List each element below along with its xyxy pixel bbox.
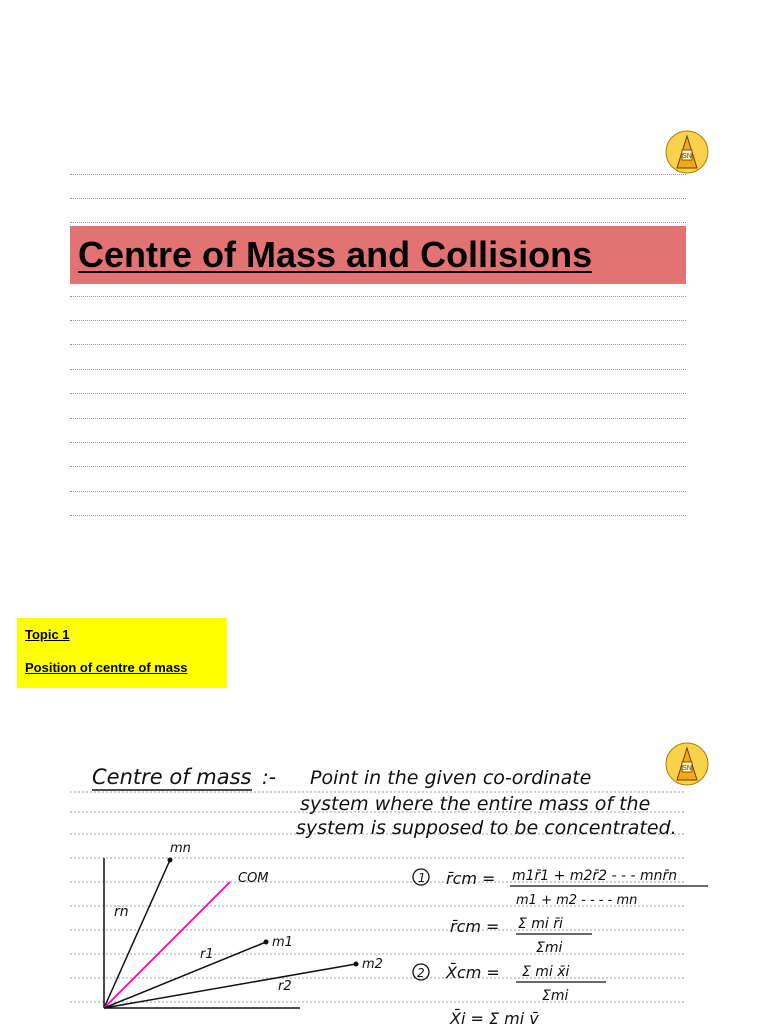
com-vector-diagram <box>104 858 359 1009</box>
page-title: Centre of Mass and Collisions <box>78 234 593 275</box>
label-com: COM <box>238 871 269 886</box>
label-r1: r1 <box>200 947 214 962</box>
label-mn: mn <box>170 841 191 856</box>
eq1b-numerator: Σ mi r̄i <box>518 916 563 932</box>
eq2-numerator: Σ mi x̄i <box>522 964 570 980</box>
definition-line-1: Point in the given co-ordinate <box>310 767 592 789</box>
topic-name: Position of centre of mass <box>25 660 188 675</box>
label-r2: r2 <box>278 979 292 994</box>
topic-label: Topic 1 <box>25 627 70 642</box>
eq1b-lhs: r̄cm = <box>450 917 500 936</box>
notes-separator: :- <box>262 765 276 789</box>
label-m2: m2 <box>362 957 383 972</box>
eq2-denominator: Σmi <box>542 988 569 1004</box>
svg-text:SN: SN <box>682 153 692 160</box>
definition-line-3: system is supposed to be concentrated. <box>296 817 677 839</box>
label-m1: m1 <box>272 935 293 950</box>
svg-text:SN: SN <box>682 765 692 772</box>
notes-heading: Centre of mass <box>92 765 252 789</box>
eq1-denominator: m1 + m2 - - - - mn <box>516 893 638 908</box>
eq1-lhs: r̄cm = <box>446 869 496 888</box>
eq3-partial: X̄i = Σ mi v̄ <box>450 1009 539 1024</box>
definition-line-2: system where the entire mass of the <box>300 793 651 815</box>
eq1-numerator: m1r̄1 + m2r̄2 - - - mnr̄n <box>512 868 678 884</box>
eq2-lhs: X̄cm = <box>446 963 500 982</box>
eq1b-denominator: Σmi <box>536 940 563 956</box>
eq2-number: 2 <box>417 966 425 980</box>
label-rn: rn <box>114 904 129 920</box>
eq1-number: 1 <box>418 871 426 885</box>
